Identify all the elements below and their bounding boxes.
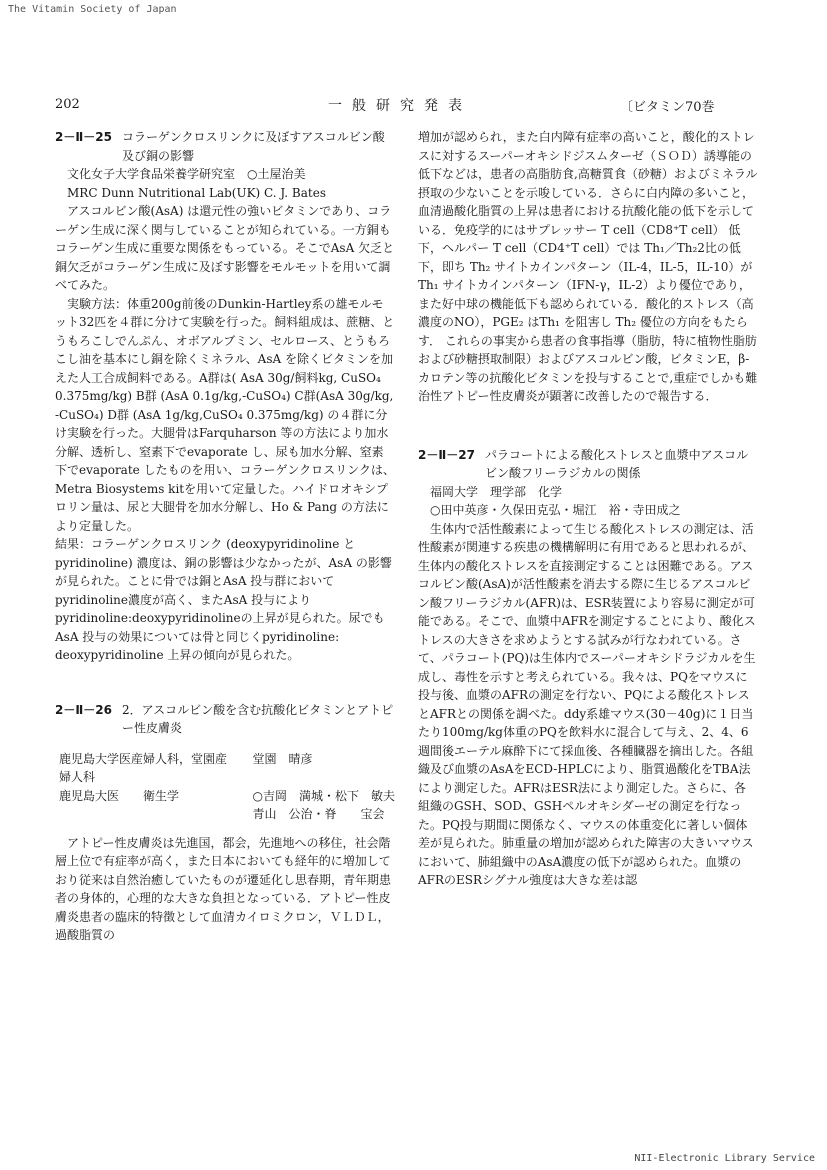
paragraph: アトピー性皮膚炎は先進国，都会，先進地への移住，社会階層上位で有症率が高く，また日本においても経年的に増加しており従来は自然治癒していたものが遷延化し思春期，青年期患者の身体的，心理的な大きな負担となっている．アトピー性皮膚炎患者の臨床的特徴として血清カイロミクロン，ＶＬＤＬ，過酸脂質の xyxy=(55,835,392,942)
abstract-body xyxy=(55,202,395,665)
affiliation: 文化女子大学食品栄養学研究室 ○土屋治美 xyxy=(67,167,306,181)
abstract-code: 2－Ⅱ－27 xyxy=(418,447,475,462)
abstract-heading xyxy=(55,701,395,738)
journal-label: 〔ビタミン70巻 xyxy=(620,100,715,115)
abstract-2-II-25 xyxy=(55,128,395,665)
abstract-code: 2－Ⅱ－26 xyxy=(55,702,112,717)
abstract-2-II-27 xyxy=(418,446,758,890)
right-column xyxy=(418,128,758,890)
affiliation-names: 青山 公治・脊 宝会 xyxy=(252,807,385,821)
affiliation-org: 鹿児島大医 衛生学 xyxy=(59,788,180,803)
affiliation: 福岡大学 理学部 化学 xyxy=(430,484,563,499)
paragraph: 結果：コラーゲンクロスリンク (deoxypyridinoline とpyridinoline) 濃度は、銅の影響は少なかったが、AsA の影響が見られた。ことに骨では銅とAsA 投与群においてpyridinoline濃度が高く、またAsA 投与により pyridinoline:deoxypyridinolineの上昇が見られた。尿でもAsA 投与の効果については骨と同じくpyridinoline: deoxypyridinoline 上昇の傾向が見られた。 xyxy=(55,537,392,662)
abstract-body xyxy=(55,834,395,945)
affiliation-table xyxy=(55,750,395,824)
society-name: The Vitamin Society of Japan xyxy=(8,4,177,15)
affiliation-names: ○吉岡 満城・松下 敏夫 xyxy=(252,788,395,803)
abstract-2-II-26 xyxy=(55,701,395,945)
paragraph: 生体内で活性酸素によって生じる酸化ストレスの測定は、活性酸素が関連する疾患の機構解明に有用であると思われるが、生体内の酸化ストレスを直接測定することは困難である。アスコルビン酸(AsA)が活性酸素を消去する際に生じるアスコルビン酸フリーラジカル(AFR)は、ESR装置により容易に測定が可能である。そこで、血漿中AFRを測定することにより、酸化ストレスの大きさを求めようとする試みが行なわれている。さて、パラコート(PQ)は生体内でスーパーオキシドラジカルを生成し、毒性を示すと考えられている。我々は、PQをマウスに投与後、血漿のAFRの測定を行ない、PQによる酸化ストレスとAFRとの関係を調べた。ddy系雄マウス(30－40g)に１日当たり100mg/kg体重のPQを飲料水に混合して与え、2、4、6週間後エーテル麻酔下にて採血後、各種臓器を摘出した。各組織及び血漿のAsAをECD-HPLCにより、脂質過酸化をTBA法により測定した。AFRはESR法により測定した。さらに、各組織のGSH、SOD、GSHペルオキシダーゼの測定を行なった。PQ投与期間に関係なく、マウスの体重変化に著しい個体差が見られた。肺重量の増加が認められた障害の大きいマウスにおいて、肺組織中のAsA濃度の低下が認められた。血漿のAFRのESRシグナル強度は大きな差は認 xyxy=(418,521,756,887)
page-number: 202 xyxy=(55,97,80,112)
abstract-title: コラーゲンクロスリンクに及ぼすアスコルビン酸及び銅の影響 xyxy=(121,130,385,163)
affiliation-org: 鹿児島大学医産婦人科，堂園産婦人科 xyxy=(59,751,228,784)
abstract-heading xyxy=(55,128,395,165)
abstract-body-continued xyxy=(418,128,758,406)
running-title: 一般研究発表 xyxy=(328,98,472,114)
abstract-code: 2－Ⅱ－25 xyxy=(55,130,112,144)
abstract-heading xyxy=(418,446,758,483)
abstract-title: パラコートによる酸化ストレスと血漿中アスコルビン酸フリーラジカルの関係 xyxy=(484,447,749,480)
affiliation-names: 堂園 晴彦 xyxy=(252,751,313,766)
paragraph: 実験方法：体重200g前後のDunkin-Hartley系の雄モルモット32匹を４群に分けて実験を行った。飼料組成は、蔗糖、とうもろこしでんぷん、オボアルブミン、セルロース、とうもろこし油を基本にし銅を除くミネラル、AsA を除くビタミンを加えた人工合成飼料である。A群は( AsA 30g/飼料kg, CuSO₄ 0.375mg/kg) B群 (AsA 0.1g/kg,-CuSO₄) C群(AsA 30g/kg, -CuSO₄) D群 (AsA 1g/kg,CuSO₄ 0.375mg/kg) の４群に分け実験を行った。大腿骨はFarquharson 等の方法により加水分解、透析し、窒素下でevaporate し、尿も加水分解、窒素下でevaporate したものを用い、コラーゲンクロスリンクは、Metra Biosystems kitを用いて定量した。ハイドロオキシプロリン量は、尿と大腿骨を加水分解し、Ho & Pang の方法により定量した。 xyxy=(55,296,395,533)
paragraph: アスコルビン酸(AsA) は還元性の強いビタミンであり、コラーゲン生成に深く関与していることが知られている。一方銅もコラーゲン生成に重要な関係をもっている。そこでAsA 欠乏と銅欠乏がコラーゲン生成に及ぼす影響をモルモットを用いて調べてみた。 xyxy=(55,204,395,292)
affiliation: ○田中英彦・久保田克弘・堀江 裕・寺田成之 xyxy=(430,503,681,517)
affiliation: MRC Dunn Nutritional Lab(UK) C. J. Bates xyxy=(67,185,326,200)
paragraph: 増加が認められ，また白内障有症率の高いこと，酸化的ストレスに対するスーパーオキシドジスムターゼ（ＳＯＤ）誘導能の低下などは，患者の高脂肪食,高糖質食（砂糖）およびミネラル摂取の少ないことを示唆している．さらに白内障の多いこと，血清過酸化脂質の上昇は患者における抗酸化能の低下を示している．免疫学的にはサプレッサー T cell（CD8⁺T cell） 低下，ヘルパー T cell（CD4⁺T cell）では Th₁／Th₂2比の低下，即ち Th₂ サイトカインパターン（IL-4，IL-5，IL-10）が Th₁ サイトカインパターン（IFN-γ，IL-2）より優位であり，また好中球の機能低下も認められている．酸化的ストレス（高濃度のNO），PGE₂ はTh₁ を阻害し Th₂ 優位の方向をもたらす． これらの事実から患者の食事指導（脂肪，特に植物性脂肪および砂糖摂取制限）およびアスコルビン酸，ビタミンE，β-カロテン等の抗酸化ビタミンを投与することで,重症でしかも難治性アトピー性皮膚炎が顕著に改善したので報告する． xyxy=(418,130,758,403)
abstract-title: 2．アスコルビン酸を含む抗酸化ビタミンとアトピー性皮膚炎 xyxy=(121,702,394,735)
left-column xyxy=(55,128,395,945)
footer-service: NII-Electronic Library Service xyxy=(634,1153,815,1164)
abstract-body xyxy=(418,520,758,890)
